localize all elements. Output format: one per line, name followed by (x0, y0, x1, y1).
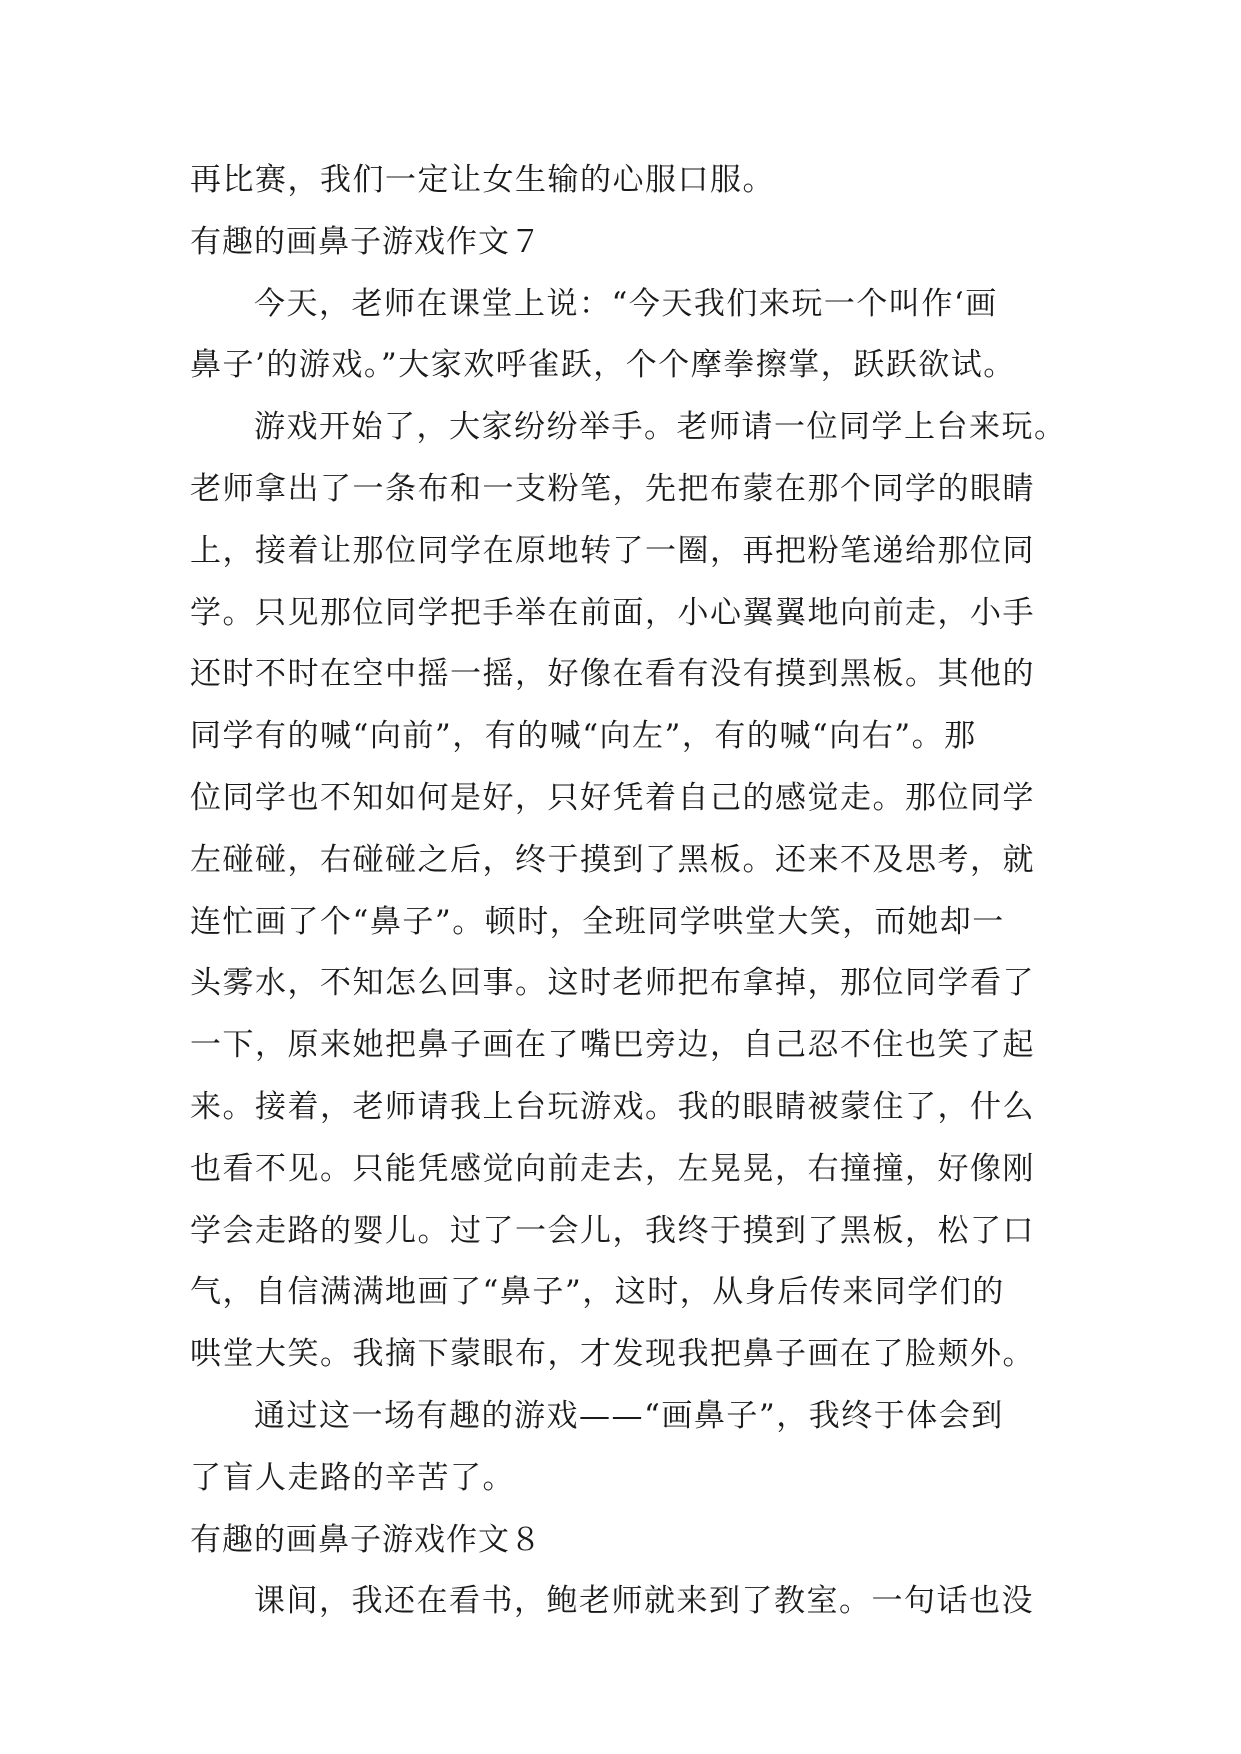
paragraph-line: 了盲人走路的辛苦了。 (190, 1459, 515, 1496)
paragraph-line: 还时不时在空中摇一摇，好像在看有没有摸到黑板。其他的 (190, 656, 1035, 693)
paragraph-line: 学会走路的婴儿。过了一会儿，我终于摸到了黑板，松了口 (190, 1212, 1035, 1249)
paragraph-line: 学。只见那位同学把手举在前面，小心翼翼地向前走，小手 (190, 594, 1035, 631)
paragraph-line: 来。接着，老师请我上台玩游戏。我的眼睛被蒙住了，什么 (190, 1088, 1035, 1125)
paragraph-line: 头雾水，不知怎么回事。这时老师把布拿掉，那位同学看了 (190, 965, 1035, 1002)
paragraph-line: 左碰碰，右碰碰之后，终于摸到了黑板。还来不及思考，就 (190, 841, 1035, 878)
essay-heading-8: 有趣的画鼻子游戏作文８ (190, 1521, 542, 1558)
paragraph-line: 上，接着让那位同学在原地转了一圈，再把粉笔递给那位同 (190, 532, 1035, 569)
document-text (190, 150, 1067, 1633)
paragraph-line: 通过这一场有趣的游戏——“画鼻子”，我终于体会到 (254, 1397, 1004, 1434)
paragraph-line: 再比赛，我们一定让女生输的心服口服。 (190, 162, 775, 198)
paragraph-line: 也看不见。只能凭感觉向前走去，左晃晃，右撞撞，好像刚 (190, 1150, 1035, 1187)
paragraph-line: 一下，原来她把鼻子画在了嘴巴旁边，自己忍不住也笑了起 (190, 1027, 1035, 1064)
paragraph-line: 哄堂大笑。我摘下蒙眼布，才发现我把鼻子画在了脸颊外。 (190, 1336, 1035, 1373)
essay-heading-7: 有趣的画鼻子游戏作文７ (190, 223, 542, 260)
paragraph-line: 课间，我还在看书，鲍老师就来到了教室。一句话也没 (254, 1583, 1034, 1620)
paragraph-line: 位同学也不知如何是好，只好凭着自己的感觉走。那位同学 (190, 779, 1035, 816)
paragraph-line: 同学有的喊“向前”，有的喊“向左”，有的喊“向右”。那 (190, 718, 977, 755)
paragraph-line: 今天，老师在课堂上说：“今天我们来玩一个叫作‘画 (254, 285, 998, 322)
paragraph-line: 鼻子’的游戏。”大家欢呼雀跃，个个摩拳擦掌，跃跃欲试。 (190, 347, 1016, 384)
paragraph-line: 老师拿出了一条布和一支粉笔，先把布蒙在那个同学的眼睛 (190, 470, 1035, 507)
paragraph-line: 游戏开始了，大家纷纷举手。老师请一位同学上台来玩。 (254, 409, 1067, 446)
paragraph-line: 连忙画了个“鼻子”。顿时，全班同学哄堂大笑，而她却一 (190, 903, 1005, 940)
paragraph-line: 气，自信满满地画了“鼻子”，这时，从身后传来同学们的 (190, 1274, 1005, 1311)
